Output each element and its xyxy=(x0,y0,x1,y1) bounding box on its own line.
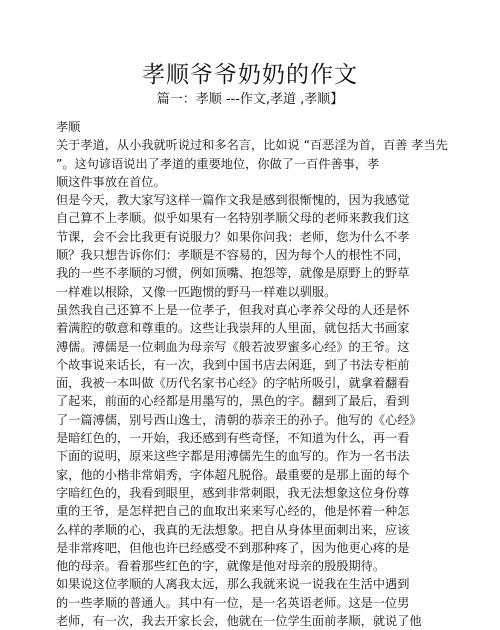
body-line: 如果说这位孝顺的人离我太远，那么我就来说一说我在生活中遇到 xyxy=(56,577,410,592)
body-line: 面，我被一本叫做《历代名家书心经》的字帖所吸引，就拿着翻看 xyxy=(56,376,410,391)
body-line: 溥儒。溥儒是一位刺血为母亲写《般若波罗蜜多心经》的王爷。这 xyxy=(56,339,410,354)
body-line: 自己算不上孝顺。似乎如果有一名特别孝顺父母的老师来教我们这 xyxy=(56,211,410,226)
body-line: 关于孝道，从小我就听说过和多名言，比如说 “百恶淫为首，百善 孝当先 xyxy=(56,138,448,153)
body-line: 的一些孝顺的普通人。其中有一位，是一名英语老师。这是一位男 xyxy=(56,595,410,610)
body-line: 是暗红色的，一开始，我还感到有些奇怪，不知道为什么，再一看 xyxy=(56,431,410,446)
body-line: 虽然我自己还算不上是一位孝子，但我对真心孝养父母的人还是怀 xyxy=(56,302,410,317)
body-line: 字暗红色的，我看到眼里，感到非常刺眼，我无法想象这位身份尊 xyxy=(56,485,410,500)
document-body xyxy=(56,118,456,630)
body-line: 顺这件事放在首位。 xyxy=(56,174,166,189)
body-line: 是非常疼吧，但他也许已经感受不到那种疼了，因为他更心疼的是 xyxy=(56,540,410,555)
body-line: 节课，会不会比我更有说服力？如果你问我：老师，您为什么不孝 xyxy=(56,229,410,244)
body-line: 了一篇溥儒，别号西山逸士，清朝的恭亲王的孙子。他写的《心经》 xyxy=(56,412,422,427)
body-line: 他的母亲。看着那些红色的字，就像是他对母亲的殷殷期待。 xyxy=(56,559,386,574)
body-line: 么样的孝顺的心，我真的无法想象。把自从身体里面刺出来，应该 xyxy=(56,522,410,537)
body-line: 个故事说来话长，有一次，我到中国书店去闲逛，到了书法专柜前 xyxy=(56,357,410,372)
body-line: 老师，有一次，我去开家长会，他就在一位学生面前孝顺，就说了他 xyxy=(56,614,422,629)
body-line: 着满腔的敬意和尊重的。这些让我崇拜的人里面，就包括大书画家 xyxy=(56,321,410,336)
body-line: 但是今天，教大家写这样一篇作文我是感到很惭愧的，因为我感觉 xyxy=(56,193,410,208)
body-line: 家，他的小楷非常娟秀，字体超凡脱俗。最重要的是那上面的每个 xyxy=(56,467,410,482)
document-title: 孝顺爷爷奶奶的作文 xyxy=(142,62,358,88)
body-line: 了起来，前面的心经都是用墨写的，黑色的字。翻到了最后，看到 xyxy=(56,394,410,409)
document-subtitle: 篇一：孝顺 ---作文,孝道 ,孝顺】 xyxy=(156,92,344,107)
body-line: 顺？我只想告诉你们：孝顺是不容易的，因为每个人的根性不同， xyxy=(56,248,410,263)
body-line: 孝顺 xyxy=(56,120,81,134)
body-line: ”。这句谚语说出了孝道的重要地位，你做了一百件善事，孝 xyxy=(56,156,380,171)
body-line: 重的王爷，是怎样把自己的血取出来来写心经的，他是怀着一种怎 xyxy=(56,504,410,519)
body-line: 我的一些不孝顺的习惯，例如顶嘴、抱怨等，就像是原野上的野草 xyxy=(56,266,410,281)
body-line: 一样难以根除，又像一匹跑惯的野马一样难以驯服。 xyxy=(56,284,337,299)
body-line: 下面的说明，原来这些字都是用溥儒先生的血写的。作为一名书法 xyxy=(56,449,410,464)
